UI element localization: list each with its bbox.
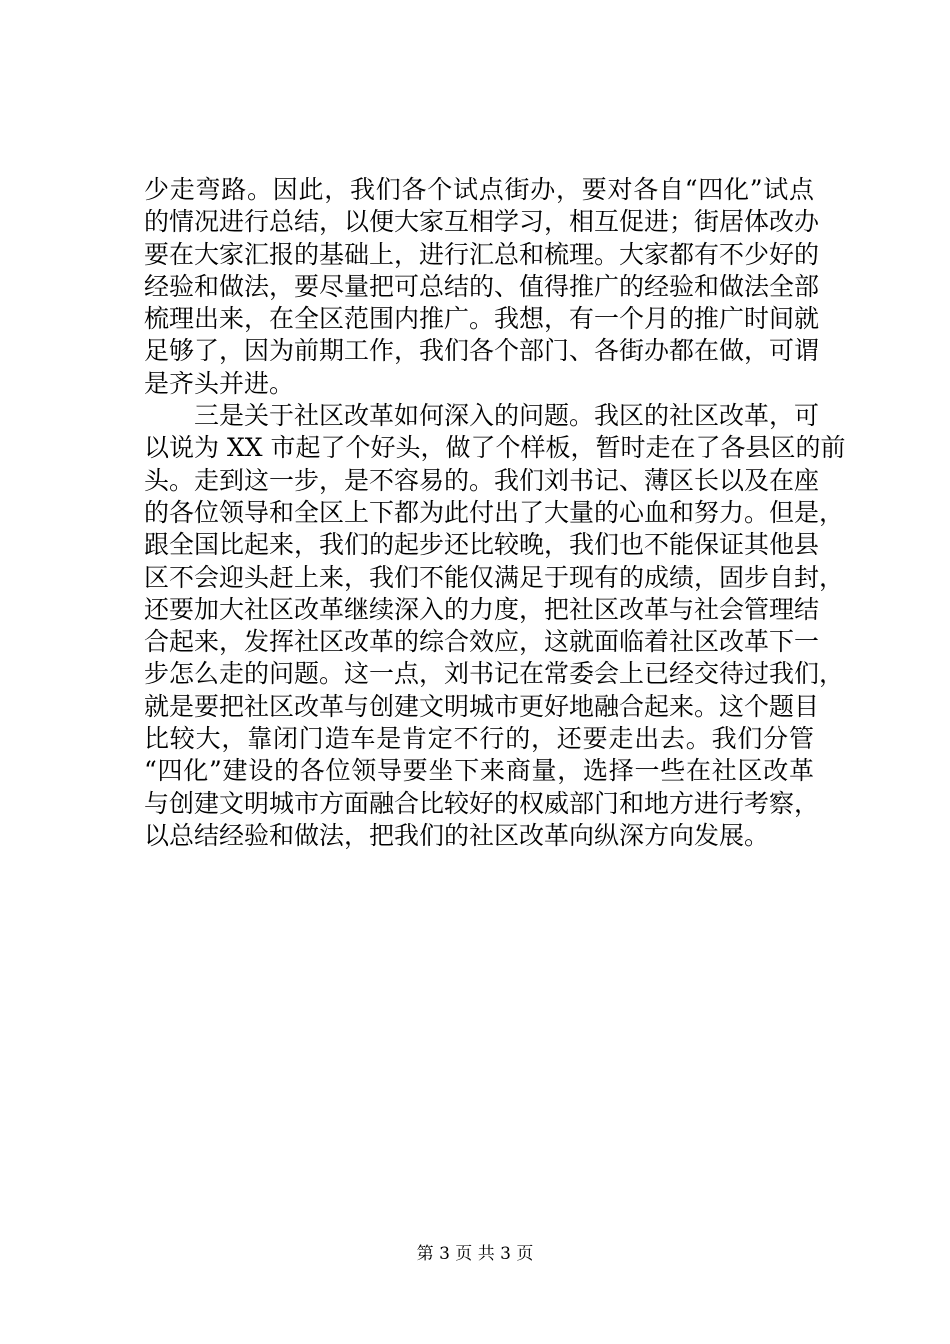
text-line: 就是要把社区改革与创建文明城市更好地融合起来。这个题目 <box>144 691 820 721</box>
text-line: 经验和做法，要尽量把可总结的、值得推广的经验和做法全部 <box>144 271 820 301</box>
text-line: 以说为 XX 市起了个好头，做了个样板，暂时走在了各县区的前 <box>144 433 846 463</box>
text-line: 跟全国比起来，我们的起步还比较晚，我们也不能保证其他县 <box>144 530 820 560</box>
page-number-footer: 第 3 页 共 3 页 <box>416 1244 534 1264</box>
text-line: 的情况进行总结，以便大家互相学习，相互促进；街居体改办 <box>144 207 820 237</box>
text-line: 的各位领导和全区上下都为此付出了大量的心血和努力。但是， <box>144 497 845 527</box>
document-body <box>144 174 846 852</box>
text-line: 步怎么走的问题。这一点，刘书记在常委会上已经交待过我们， <box>144 659 845 689</box>
text-line: 要在大家汇报的基础上，进行汇总和梳理。大家都有不少好的 <box>144 239 820 269</box>
text-line: 还要加大社区改革继续深入的力度，把社区改革与社会管理结 <box>144 594 820 624</box>
text-line: “四化”建设的各位领导要坐下来商量，选择一些在社区改革 <box>144 756 814 786</box>
text-line: 区不会迎头赶上来，我们不能仅满足于现有的成绩，固步自封， <box>144 562 845 592</box>
text-line: 头。走到这一步，是不容易的。我们刘书记、薄区长以及在座 <box>144 465 820 495</box>
paragraph-start-line: 三是关于社区改革如何深入的问题。我区的社区改革，可 <box>194 401 820 431</box>
text-line: 合起来，发挥社区改革的综合效应，这就面临着社区改革下一 <box>144 627 820 657</box>
text-line: 以总结经验和做法，把我们的社区改革向纵深方向发展。 <box>144 820 770 850</box>
text-line: 梳理出来，在全区范围内推广。我想，有一个月的推广时间就 <box>144 304 820 334</box>
text-line: 与创建文明城市方面融合比较好的权威部门和地方进行考察， <box>144 788 820 818</box>
text-line: 足够了，因为前期工作，我们各个部门、各街办都在做，可谓 <box>144 336 820 366</box>
text-line: 少走弯路。因此，我们各个试点街办，要对各自“四化”试点 <box>144 175 814 204</box>
text-line: 是齐头并进。 <box>144 368 295 398</box>
text-line: 比较大，靠闭门造车是肯定不行的，还要走出去。我们分管 <box>144 724 814 754</box>
